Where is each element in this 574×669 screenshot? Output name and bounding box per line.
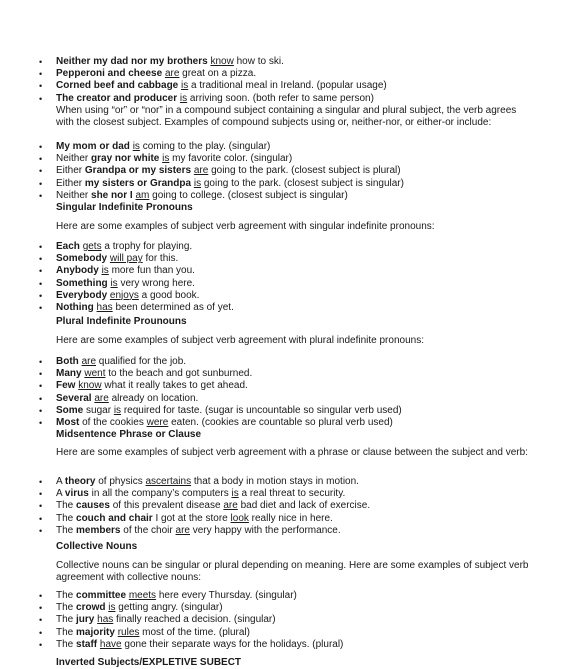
item-text: gone their separate ways for the holidays. (plural) [121,638,344,650]
subject-text: Pepperoni and cheese [56,68,163,80]
bullet-icon: • [39,278,43,289]
subject-text: Nothing [56,302,94,314]
list-item [0,476,474,488]
bullet-icon: • [39,142,43,152]
bullet-icon: • [39,405,43,416]
list-item [0,290,474,302]
list-item [0,614,474,626]
subject-text: she nor I [91,189,133,201]
item-text: sugar [83,404,114,416]
bullet-icon: • [39,381,43,392]
item-text: The [56,500,77,512]
item-text: really nice in here. [248,512,333,524]
verb-text: are [94,392,109,404]
bullet-icon: • [39,489,43,500]
verb-text: gets [82,241,102,252]
bullet-icon: • [39,190,43,201]
subject-text: Many [56,368,82,380]
verb-text: are [175,524,190,536]
bullet-icon: • [39,477,43,487]
subject-text: Everybody [56,289,108,301]
item-text: my favorite color. (singular) [169,153,293,165]
or-nor-example-list [0,141,474,202]
item-text: The [56,524,77,536]
verb-text: is [179,92,188,104]
item-text: required for taste. (sugar is uncountable so singular verb used) [121,404,402,416]
item-text: for this. [142,253,179,265]
bullet-icon: • [39,639,43,650]
subject-text: staff [76,638,98,650]
item-text: a traditional meal in Ireland. (popular usage) [188,80,387,92]
compound-subject-note: When using “or” or “nor” in a compound subject containing a singular and plural subject, the verb agrees with the closest subject. Examples of compound subjects using or, neither-nor, or either-or include: [56,105,517,129]
item-text: bad diet and lack of exercise. [237,500,371,512]
item-text: Either [56,165,85,177]
item-text: The [56,590,77,601]
verb-text: look [230,512,249,524]
bullet-icon: • [39,615,43,626]
list-item [0,417,474,429]
item-text: The [56,512,77,524]
item-text: going to college. (closest subject is singular) [149,189,348,201]
list-item [0,368,474,380]
section-heading-singular: Singular Indefinite Pronouns [56,202,193,213]
subject-text: my sisters or Grandpa [84,177,192,189]
bullet-icon: • [39,591,43,601]
list-item [0,393,474,405]
item-text: coming to the play. (singular) [139,141,271,152]
bullet-icon: • [39,242,43,252]
compound-subject-list [0,56,474,105]
bullet-icon: • [39,525,43,536]
list-item [0,602,474,614]
subject-text: virus [64,488,89,500]
list-item [0,141,474,153]
section-heading-collective: Collective Nouns [56,541,138,552]
list-item [0,165,474,177]
section-heading-midsentence: Midsentence Phrase or Clause [56,429,202,440]
collective-noun-list [0,590,474,651]
subject-text: Some [56,404,84,416]
bullet-icon: • [39,57,43,67]
verb-text: has [97,614,114,626]
item-text: Either [56,177,85,189]
item-text: The [56,602,77,614]
item-text: A [56,476,65,487]
verb-text: rules [117,626,140,638]
singular-pronoun-list [0,241,474,314]
item-text: a trophy for playing. [101,241,193,252]
item-text: of physics [95,476,146,487]
section-intro-midsentence: Here are some examples of subject verb agreement with a phrase or clause between the subject and verb: [56,447,528,458]
item-text: to the beach and got sunburned. [105,368,253,380]
subject-text: gray nor white [91,153,160,165]
verb-text: is [108,602,116,614]
list-item [0,500,474,512]
verb-text: is [181,80,189,92]
subject-text: couch and chair [76,512,153,524]
item-text: that a body in motion stays in motion. [191,476,359,487]
list-item [0,356,474,368]
list-item [0,380,474,392]
section-intro-collective: Collective nouns can be singular or plural depending on meaning. Here are some examples of subject verb agreement with collective nouns: [56,560,529,584]
list-item [0,302,474,314]
item-text: The [56,626,77,638]
list-item [0,639,474,651]
subject-text: majority [76,626,115,638]
list-item [0,68,474,80]
verb-text: is [231,488,239,500]
verb-text: are [193,165,209,177]
item-text: finally reached a decision. (singular) [113,614,276,626]
bullet-icon: • [39,93,43,104]
verb-text: is [113,404,122,416]
item-text: how to ski. [233,56,284,67]
verb-text: are [81,356,97,367]
bullet-icon: • [39,290,43,301]
list-item [0,627,474,639]
subject-text: Something [56,277,108,289]
item-text: eaten. (cookies are countable so plural verb used) [168,417,393,429]
item-text: of the choir [120,524,176,536]
list-item [0,265,474,277]
verb-text: has [96,302,113,314]
item-text: The [56,638,77,650]
midsentence-example-list [0,476,474,537]
item-text: Neither [56,153,92,165]
item-text: A [56,488,65,500]
item-text: here every Thursday. (singular) [156,590,297,601]
section-intro-plural: Here are some examples of subject verb agreement with plural indefinite pronouns: [56,335,424,346]
item-text: more fun than you. [108,265,195,277]
list-item [0,56,474,68]
list-item [0,405,474,417]
subject-text: committee [76,590,127,601]
verb-text: know [210,56,234,67]
verb-text: know [78,380,102,392]
subject-text: Several [56,392,92,404]
list-item [0,178,474,190]
bullet-icon: • [39,418,43,429]
bullet-icon: • [39,266,43,277]
list-item [0,153,474,165]
bullet-icon: • [39,178,43,189]
item-text: of the cookies [79,417,147,429]
verb-text: went [84,368,106,380]
subject-text: jury [76,614,95,626]
subject-text: members [76,524,121,536]
item-text: Neither [56,189,92,201]
section-intro-singular: Here are some examples of subject verb agreement with singular indefinite pronouns: [56,221,435,232]
item-text: already on location. [108,392,199,404]
verb-text: were [146,417,169,429]
bullet-icon: • [39,81,43,92]
list-item [0,241,474,253]
subject-text: Each [56,241,80,252]
item-text: been determined as of yet. [112,302,234,314]
subject-text: Somebody [56,253,108,265]
verb-text: will pay [109,253,143,265]
bullet-icon: • [39,603,43,614]
list-item [0,190,474,202]
verb-text: ascertains [145,476,192,487]
verb-text: are [164,68,180,80]
item-text: The [56,614,77,626]
item-text: in all the company’s computers [88,488,232,500]
verb-text: have [99,638,122,650]
list-item [0,80,474,92]
subject-text: Anybody [56,265,99,277]
subject-text: Grandpa or my sisters [84,165,192,177]
verb-text: is [110,277,118,289]
bullet-icon: • [39,357,43,367]
item-text: very wrong here. [117,277,195,289]
plural-pronoun-list [0,356,474,429]
verb-text: are [223,500,238,512]
list-item [0,590,474,602]
subject-text: Neither my dad nor my brothers [56,56,208,67]
bullet-icon: • [39,501,43,512]
item-text: I got at the store [152,512,231,524]
list-item [0,488,474,500]
verb-text: meets [128,590,157,601]
list-item [0,93,474,105]
bullet-icon: • [39,154,43,165]
list-item [0,513,474,525]
subject-text: causes [76,500,110,512]
item-text: going to the park. (closest subject is singular) [201,177,404,189]
subject-text: The creator and producer [56,92,178,104]
item-text: of this prevalent disease [109,500,224,512]
subject-text: Both [56,356,79,367]
subject-text: My mom or dad [56,141,130,152]
subject-text: Few [56,380,76,392]
item-text: what it really takes to get ahead. [101,380,248,392]
verb-text: is [132,141,140,152]
list-item [0,525,474,537]
list-item [0,278,474,290]
subject-text: Most [56,417,80,429]
section-heading-inverted: Inverted Subjects/EXPLETIVE SUBECT [56,657,242,668]
list-item [0,253,474,265]
verb-text: is [101,265,109,277]
subject-text: theory [64,476,96,487]
item-text: arriving soon. (both refer to same person) [187,92,374,104]
subject-text: crowd [76,602,106,614]
subject-text: Corned beef and cabbage [56,80,179,92]
item-text: getting angry. (singular) [115,602,223,614]
item-text: a real threat to security. [238,488,346,500]
bullet-icon: • [39,69,43,80]
bullet-icon: • [39,254,43,265]
item-text: a good book. [138,289,200,301]
bullet-icon: • [39,627,43,638]
item-text: great on a pizza. [179,68,257,80]
item-text: going to the park. (closest subject is plural) [208,165,401,177]
bullet-icon: • [39,166,43,177]
verb-text: enjoys [109,289,139,301]
item-text: very happy with the performance. [189,524,341,536]
bullet-icon: • [39,393,43,404]
verb-text: am [135,189,150,201]
section-heading-plural: Plural Indefinite Prounouns [56,316,187,327]
bullet-icon: • [39,369,43,380]
item-text: most of the time. (plural) [139,626,250,638]
bullet-icon: • [39,513,43,524]
bullet-icon: • [39,303,43,314]
item-text: qualified for the job. [96,356,187,367]
verb-text: is [193,177,202,189]
verb-text: is [162,153,170,165]
